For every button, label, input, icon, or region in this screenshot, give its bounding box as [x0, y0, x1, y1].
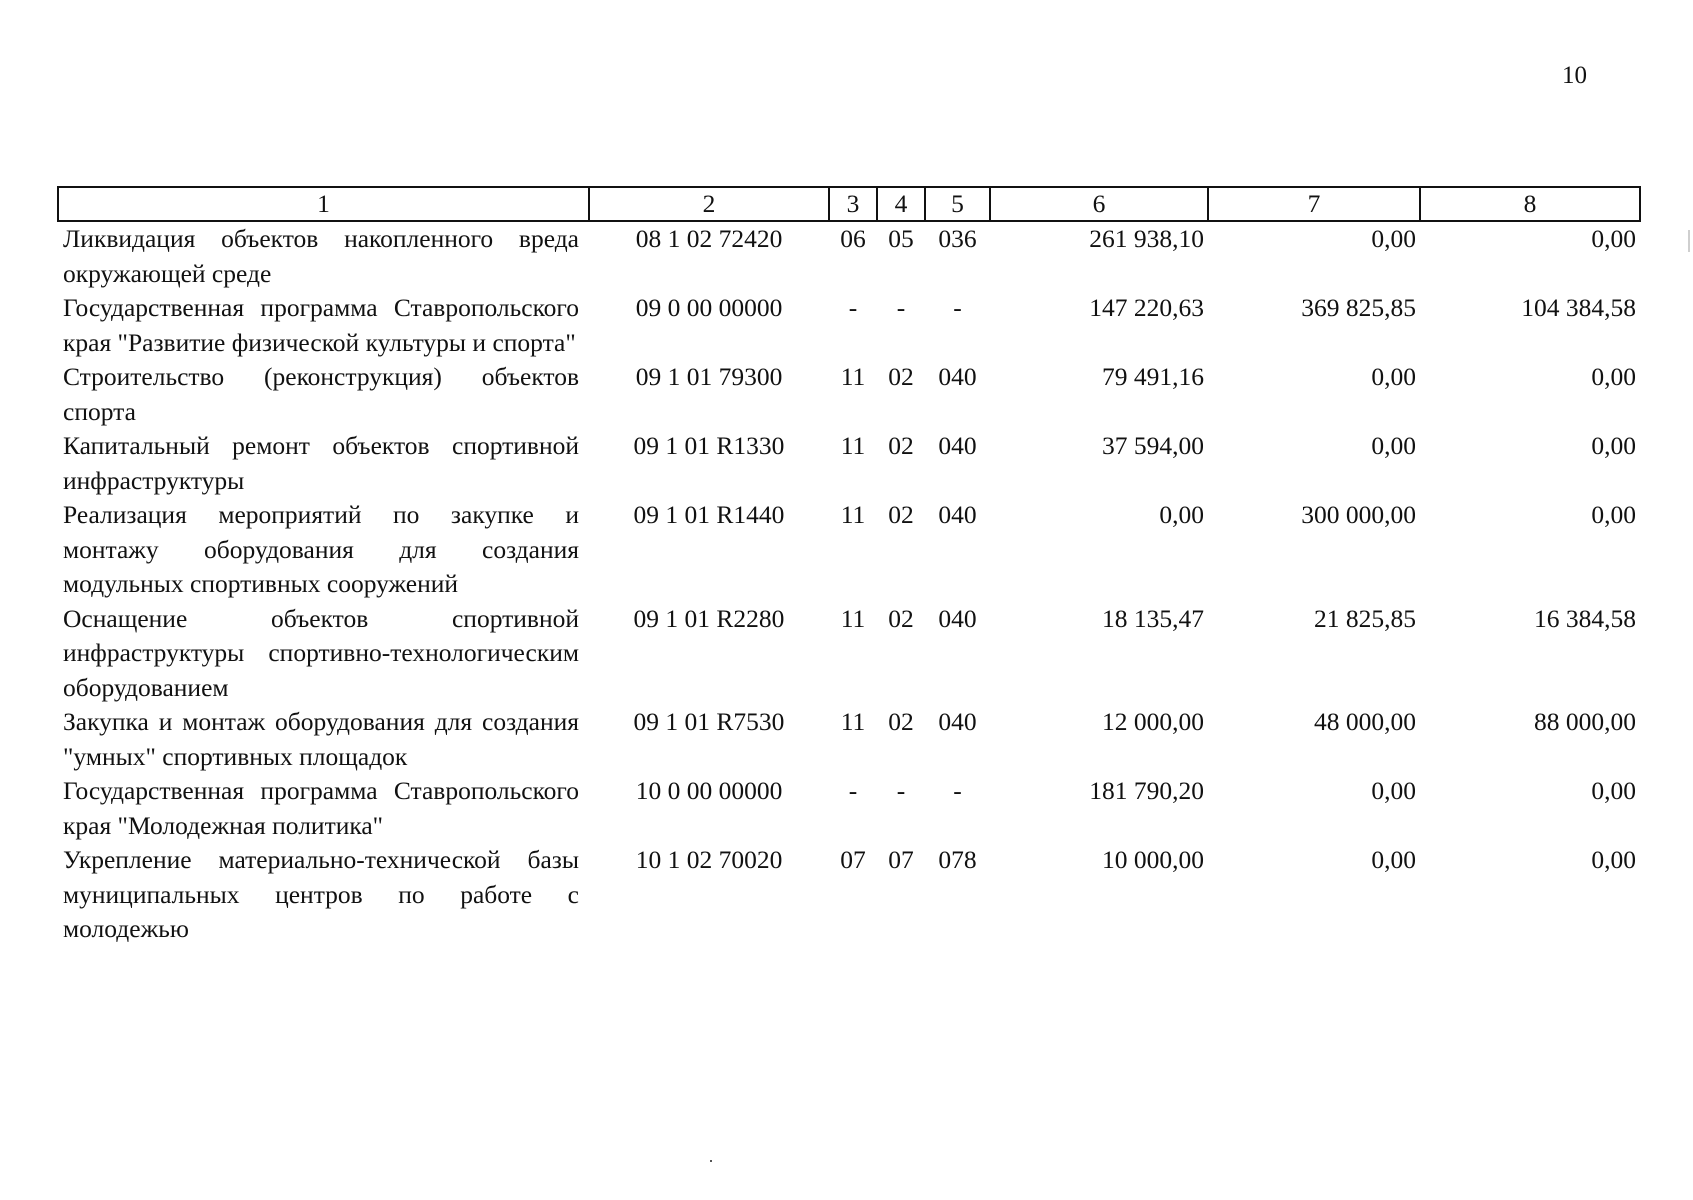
row-value-6: 0,00: [1159, 500, 1204, 529]
row-section: 07: [840, 845, 866, 874]
row-value-6: 37 594,00: [1102, 431, 1204, 460]
row-value-8: 0,00: [1591, 500, 1636, 529]
row-value-8: 0,00: [1591, 845, 1636, 874]
row-value-7: 0,00: [1371, 845, 1416, 874]
row-value-8: 0,00: [1591, 224, 1636, 253]
row-value-8: 16 384,58: [1534, 603, 1636, 633]
scan-edge-mark: [1688, 230, 1690, 252]
header-col-8: 8: [1420, 187, 1640, 221]
row-name: Строительство (реконструкция) объектов спорта: [63, 362, 579, 426]
row-value-8: 0,00: [1591, 431, 1636, 460]
scan-dot: [710, 1160, 712, 1162]
header-col-1: 1: [58, 187, 589, 221]
row-code: 09 1 01 R1440: [633, 500, 785, 529]
row-subsection: 05: [888, 224, 914, 253]
row-subsection: 02: [888, 603, 914, 633]
row-name: Ликвидация объектов накопленного вреда окружающей среде: [63, 224, 579, 288]
row-subsection: 02: [888, 707, 914, 736]
row-code: 09 1 01 R2280: [633, 603, 785, 633]
row-section: 11: [840, 431, 866, 460]
row-value-6: 12 000,00: [1102, 707, 1204, 736]
row-name: Государственная программа Ставропольского края "Молодежная политика": [63, 776, 579, 840]
header-col-3: 3: [829, 187, 877, 221]
row-section: 11: [840, 500, 866, 529]
row-value-7: 21 825,85: [1314, 603, 1416, 633]
header-col-2: 2: [589, 187, 829, 221]
row-subsection: 02: [888, 500, 914, 529]
page-number: 10: [1562, 62, 1587, 89]
table-row: [58, 774, 1640, 843]
row-value-7: 300 000,00: [1301, 500, 1416, 529]
table-row: [58, 291, 1640, 360]
row-value-7: 369 825,85: [1301, 293, 1416, 322]
table-row: [58, 498, 1640, 602]
row-code: 09 1 01 R7530: [633, 707, 785, 736]
row-section: 11: [840, 603, 866, 633]
row-value-7: 0,00: [1371, 362, 1416, 391]
row-ministry: 040: [938, 500, 977, 529]
header-col-7: 7: [1208, 187, 1420, 221]
budget-table: [57, 186, 1641, 947]
header-col-4: 4: [877, 187, 925, 221]
row-subsection: 02: [888, 431, 914, 460]
row-ministry: 040: [938, 707, 977, 736]
row-ministry: 040: [938, 431, 977, 460]
row-value-8: 0,00: [1591, 362, 1636, 391]
row-value-6: 261 938,10: [1089, 224, 1204, 253]
row-name: Капитальный ремонт объектов спортивной инфраструктуры: [63, 431, 579, 495]
row-ministry: -: [953, 776, 962, 805]
table-row: [58, 843, 1640, 947]
row-value-6: 79 491,16: [1102, 362, 1204, 391]
row-section: -: [848, 293, 858, 322]
row-value-6: 10 000,00: [1102, 845, 1204, 874]
row-ministry: 040: [938, 362, 977, 391]
row-value-8: 88 000,00: [1534, 707, 1636, 736]
row-value-8: 0,00: [1591, 776, 1636, 805]
header-row: [58, 187, 1640, 221]
row-subsection: -: [896, 293, 906, 322]
row-code: 08 1 02 72420: [635, 224, 783, 253]
header-col-5: 5: [925, 187, 990, 221]
row-section: -: [848, 776, 858, 805]
row-value-7: 0,00: [1371, 431, 1416, 460]
row-code: 09 1 01 R1330: [633, 431, 785, 460]
row-subsection: 02: [888, 362, 914, 391]
row-value-6: 181 790,20: [1089, 776, 1204, 805]
table-row: [58, 705, 1640, 774]
row-name: Реализация мероприятий по закупке и монтажу оборудования для создания модульных спортивных сооружений: [63, 500, 579, 598]
row-subsection: 07: [888, 845, 914, 874]
row-code: 09 0 00 00000: [635, 293, 783, 322]
table-row: [58, 429, 1640, 498]
row-name: Укрепление материально-технической базы муниципальных центров по работе с молодежью: [63, 845, 579, 943]
row-value-8: 104 384,58: [1521, 293, 1636, 322]
row-name: Оснащение объектов спортивной инфраструктуры спортивно-технологическим оборудованием: [63, 603, 579, 702]
row-value-7: 0,00: [1371, 224, 1416, 253]
row-name: Государственная программа Ставропольского края "Развитие физической культуры и спорта": [63, 293, 579, 357]
row-value-7: 0,00: [1371, 776, 1416, 805]
row-ministry: 040: [938, 603, 977, 633]
row-ministry: 036: [938, 224, 977, 253]
row-code: 10 1 02 70020: [635, 845, 783, 874]
row-ministry: -: [953, 293, 962, 322]
row-section: 11: [840, 707, 866, 736]
table-row: [58, 602, 1640, 706]
row-section: 11: [840, 362, 866, 391]
row-code: 10 0 00 00000: [635, 776, 783, 805]
table-row: [58, 221, 1640, 291]
row-value-6: 147 220,63: [1089, 293, 1204, 322]
row-section: 06: [840, 224, 866, 253]
row-code: 09 1 01 79300: [635, 362, 783, 391]
row-value-6: 18 135,47: [1102, 603, 1204, 633]
row-ministry: 078: [938, 845, 977, 874]
row-value-7: 48 000,00: [1314, 707, 1416, 736]
row-subsection: -: [896, 776, 906, 805]
header-col-6: 6: [990, 187, 1208, 221]
table-row: [58, 360, 1640, 429]
row-name: Закупка и монтаж оборудования для создания "умных" спортивных площадок: [63, 707, 579, 771]
